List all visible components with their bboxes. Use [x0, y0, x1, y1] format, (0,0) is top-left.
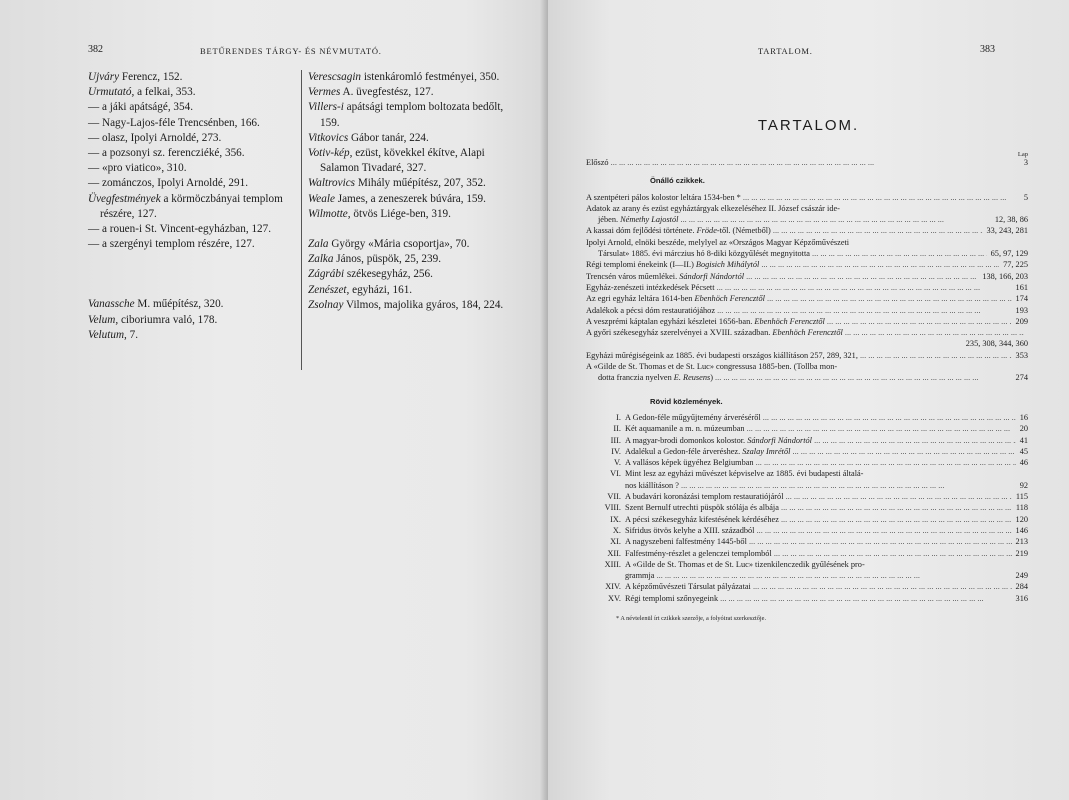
toc-entry-text: Falfestmény-részlet a gelenczei templomból — [625, 548, 772, 558]
index-entry-ref: Gábor tanár, 224. — [348, 131, 429, 144]
toc-title: TARTALOM. — [757, 117, 860, 134]
index-entry-ref: — a rouen-i St. Vincent-egyházban, 127. — [88, 223, 272, 236]
page-number-right: 383 — [980, 44, 995, 55]
index-entry-term: Zsolnay — [308, 298, 344, 311]
index-entry — [308, 85, 514, 100]
index-entry — [88, 237, 294, 252]
toc-entry-continuation-text — [586, 372, 1012, 383]
toc-entry-text: A kassai dóm fejlődési története. — [586, 226, 697, 236]
index-entry-term: Vitkovics — [308, 131, 349, 144]
toc-entry-cont-part: grammja — [625, 571, 655, 581]
toc-entry-number: VIII. — [604, 503, 621, 513]
toc-entry-title — [586, 225, 983, 236]
toc-entry-line — [586, 468, 1028, 479]
toc-entry-number: V. — [614, 458, 621, 468]
toc-entry-text-2: -től. (Németből) — [716, 226, 771, 236]
toc-entry — [586, 225, 1028, 236]
index-entry-ref: James, a zeneszerek búvára, 159. — [334, 192, 486, 205]
toc-entry-number: XIII. — [604, 559, 621, 569]
toc-entry — [586, 237, 1028, 260]
toc-entry — [586, 536, 1028, 547]
index-entry — [88, 222, 294, 237]
toc-entry-text: Egyház-zenészeti intézkedések Pécsett — [586, 282, 715, 292]
toc-entry-page: 118 — [1015, 503, 1028, 513]
toc-entry — [586, 271, 1028, 282]
toc-entry — [586, 327, 1028, 350]
index-entry-ref: János, püspök, 25, 239. — [333, 253, 442, 266]
toc-entry-title — [586, 192, 1020, 203]
index-entry-ref: A. üvegfestész, 127. — [340, 86, 434, 99]
index-entry-term: Zalka — [308, 253, 334, 266]
toc-entry-line — [586, 548, 1028, 559]
index-entry — [308, 70, 514, 85]
toc-entry-number: III. — [610, 435, 621, 445]
toc-entry-page: 16 — [1019, 412, 1028, 422]
toc-entry-page: 219 — [1015, 548, 1028, 558]
index-entry-ref: M. műépítész, 320. — [134, 298, 224, 311]
toc-entry-text: Az egri egyház leltára 1614-ben — [586, 294, 695, 304]
toc-entry-page: 138, 166, 203 — [982, 271, 1028, 281]
index-entry-ref: — a szergényi templom részére, 127. — [88, 238, 255, 251]
toc-entry-continuation — [586, 248, 1028, 259]
index-entry-ref: istenkáromló festményei, 350. — [361, 71, 500, 83]
running-head-left: BETŰRENDES TÁRGY- ÉS NÉVMUTATÓ. — [200, 46, 382, 56]
toc-entry — [586, 581, 1028, 592]
index-entry-term: Üvegfestmények — [88, 192, 161, 205]
toc-entry-text: A szentpéteri pálos kolostor leltára 1534-ben * — [586, 192, 741, 202]
right-page — [548, 0, 1069, 800]
index-entry-ref: a körmöczbányai templom részére, 127. — [100, 192, 283, 220]
toc-entry — [586, 316, 1028, 327]
toc-preface-page: 3 — [1023, 158, 1028, 167]
toc-entry — [586, 559, 1028, 582]
toc-entry-number: VI. — [610, 469, 621, 479]
index-entry-ref: egyházi, 161. — [349, 283, 413, 296]
toc-entry-line — [586, 514, 1028, 525]
toc-entry — [586, 259, 1028, 270]
toc-entry-line — [586, 225, 1028, 236]
toc-entry-line — [586, 237, 1028, 248]
index-entry-ref: 7. — [126, 328, 139, 341]
toc-entry-number: X. — [612, 525, 621, 535]
toc-entry-number: I. — [616, 412, 621, 422]
toc-entry — [586, 446, 1028, 457]
toc-entry-line — [586, 435, 1028, 446]
toc-entry-page: 274 — [1015, 373, 1028, 383]
toc-entry-author: Fröde — [696, 226, 717, 236]
toc-entry-author: Szalay Imrétől — [742, 446, 791, 456]
toc-entry-line — [586, 259, 1028, 270]
toc-entry-page: 92 — [1019, 480, 1028, 490]
toc-entry-page: 316 — [1015, 593, 1028, 603]
toc-entry — [586, 548, 1028, 559]
index-entry — [88, 161, 294, 176]
index-entry-term: Zágrábi — [308, 268, 345, 281]
index-entry-ref: — olasz, Ipolyi Arnoldé, 273. — [88, 131, 222, 144]
toc-entry — [586, 282, 1028, 293]
toc-entry-page: 33, 243, 281 — [986, 226, 1028, 236]
index-entry-ref: Vilmos, majolika gyáros, 184, 224. — [343, 298, 504, 311]
toc-entry — [586, 192, 1028, 203]
toc-entry-continuation-text — [586, 214, 991, 225]
toc-entry-author: Ebenhöch Ferencztől — [754, 316, 825, 326]
toc-entry — [586, 203, 1028, 226]
toc-entry — [586, 491, 1028, 502]
index-entry — [308, 192, 514, 207]
index-entry — [88, 70, 294, 85]
toc-preface-label: Előszó ... . — [586, 157, 1020, 168]
toc-entry-cont-part: Társulat» 1885. évi márczius hó 8-diki közgyűlését megnyitotta — [598, 249, 810, 259]
toc-entry-number: IX. — [610, 514, 621, 524]
toc-entry-line — [586, 192, 1028, 203]
index-entry — [88, 176, 294, 191]
index-entry-ref: — a jáki apátságé, 354. — [88, 101, 194, 114]
toc-entry-continuation — [586, 570, 1028, 581]
toc-entry — [586, 525, 1028, 536]
toc-entry-text: Ipolyi Arnold, elnöki beszéde, melylyel az «Országos Magyar Képzőművészeti — [586, 237, 850, 247]
toc-entry-line — [586, 491, 1028, 502]
toc-entry-author: E. Reusens — [673, 373, 711, 383]
toc-entry — [586, 412, 1028, 423]
index-entry-term: Votiv-kép, — [308, 147, 353, 160]
toc-entry-number: XIV. — [605, 582, 621, 592]
toc-entry-text: Sifridus ötvös kelyhe a XIII. századból — [625, 525, 755, 535]
toc-entry-title — [586, 316, 1012, 327]
toc-entry-line — [586, 316, 1028, 327]
index-column-1 — [88, 70, 294, 343]
index-entry — [88, 192, 294, 222]
index-entry-ref: apátsági templom boltozata bedőlt, 159. — [320, 101, 504, 129]
toc-entry-continuation-text — [586, 248, 987, 259]
toc-entry-page: 161 — [1015, 282, 1028, 292]
index-entry-ref: a felkai, 353. — [134, 86, 196, 99]
toc-entry-title — [586, 491, 1012, 502]
toc-entry-text: Trencsén város műemlékei. — [586, 271, 680, 281]
toc-entry-title — [586, 536, 1012, 547]
toc-entry-title — [586, 350, 1012, 361]
index-entry-ref: ciboriumra való, 178. — [118, 313, 218, 326]
page-number-left: 382 — [88, 44, 103, 55]
index-entry — [88, 116, 294, 131]
toc-entry-title — [586, 446, 1016, 457]
toc-entry-author: Ebenhöch Ferencztől — [694, 294, 765, 304]
index-entry-term: Weale — [308, 192, 335, 205]
toc-entry-text: Mint lesz az egyházi művészet képviselve az 1885. évi budapesti általá- — [625, 469, 864, 479]
toc-entry-text: A magyar-brodi domonkos kolostor. — [625, 435, 748, 445]
index-entry — [88, 328, 294, 343]
toc-entry-author: Sándorfi Nándortól — [679, 271, 745, 281]
toc-entry-title — [586, 423, 1016, 434]
index-entry-ref: Mihály műépítész, 207, 352. — [355, 177, 486, 190]
toc-entry-text: A Gedon-féle műgyűjtemény árveréséről — [625, 412, 761, 422]
toc-entry — [586, 514, 1028, 525]
toc-entry-line — [586, 581, 1028, 592]
index-entry — [308, 176, 514, 191]
toc-entry-line — [586, 305, 1028, 316]
column-divider — [301, 70, 302, 370]
index-entry-ref: — a pozsonyi sz. ferencziéké, 356. — [88, 147, 245, 160]
toc-entry-page: 20 — [1019, 424, 1028, 434]
toc-entry-continuation — [586, 214, 1028, 225]
toc-entry-number: IV. — [611, 446, 621, 456]
toc-entry-page: 249 — [1015, 571, 1028, 581]
toc-entry-continuation — [586, 480, 1028, 491]
index-entry — [308, 298, 514, 313]
toc-entry-line — [586, 293, 1028, 304]
index-entry — [308, 252, 514, 267]
index-entry-term: Velutum, — [88, 328, 127, 341]
toc-entry-text: Adalékok a pécsi dóm restauratiójához — [586, 305, 716, 315]
toc-entry-number: XII. — [607, 548, 621, 558]
toc-entry-line — [586, 350, 1028, 361]
toc-entry-number: XV. — [608, 593, 621, 603]
toc-entry-text: A győri székesegyház szerelvényei a XVIII. században. — [586, 328, 773, 338]
toc-entry-title — [586, 259, 999, 270]
toc-entry-title — [586, 412, 1016, 423]
footnote: * A névtelenül írt czikkek szerzője, a folyóirat szerkesztője. — [616, 614, 767, 622]
index-entry-ref: — Nagy-Lajos-féle Trencsénben, 166. — [88, 116, 260, 129]
toc-entry-continuation-text — [586, 570, 1012, 581]
toc-entry-text: A «Gilde de St. Thomas et de St. Luc» tizenkilenczedik gyűlésének pro- — [625, 559, 865, 569]
toc-entry-page: 120 — [1015, 514, 1028, 524]
index-entry — [88, 297, 294, 312]
toc-entry-page: 5 — [1023, 192, 1028, 202]
toc-entry-continuation — [586, 372, 1028, 383]
index-entry-term: Urmutató, — [88, 86, 135, 99]
toc-entry-title — [586, 593, 1012, 604]
toc-entry-line — [586, 457, 1028, 468]
index-entry — [88, 313, 294, 328]
toc-entry-number: XI. — [610, 537, 621, 547]
toc-entry-title — [586, 581, 1012, 592]
index-gap — [88, 252, 294, 297]
toc-entry-text: Egyházi műrégiségeink az 1885. évi budapesti országos kiállításon 257, 289, 321, — [586, 350, 858, 360]
articles-list — [586, 192, 1028, 384]
index-entry — [88, 85, 294, 100]
toc-entry-text: A nagyszebeni falfestmény 1445-ből — [625, 537, 747, 547]
toc-entry-page: 209 — [1015, 316, 1028, 326]
toc-entry-text: A «Gilde de St. Thomas et de St. Luc» congressusa 1885-ben. (Tollba mon- — [586, 362, 838, 372]
index-entry-term: Ujváry — [88, 71, 120, 83]
index-entry — [88, 100, 294, 115]
section-heading-articles: Önálló czikkek. — [650, 176, 705, 186]
toc-entry-author: Sándorfi Nándortól — [747, 435, 812, 445]
index-entry-ref: ötvös Liége-ben, 319. — [350, 207, 451, 220]
toc-entry-page: 353 — [1015, 350, 1028, 360]
table-of-contents — [586, 149, 1028, 624]
toc-entry-line — [586, 203, 1028, 214]
index-entry — [308, 146, 514, 176]
toc-entry-page: 213 — [1015, 537, 1028, 547]
toc-entry-page: 115 — [1015, 492, 1028, 502]
toc-entry-line — [586, 271, 1028, 282]
index-entry-ref: székesegyház, 256. — [344, 268, 433, 281]
index-entry — [308, 267, 514, 282]
index-entry — [308, 283, 514, 298]
toc-entry-line — [586, 525, 1028, 536]
toc-entry-number: II. — [613, 424, 621, 434]
toc-entry-author: Némethy Lajostól — [620, 215, 679, 225]
toc-entry-line — [586, 327, 1028, 338]
toc-entry-page: 146 — [1015, 525, 1028, 535]
section-heading-short-notes: Rövid közlemények. — [650, 396, 723, 406]
index-entry-term: Wilmotte, — [308, 207, 351, 220]
toc-entry-title — [586, 457, 1016, 468]
toc-entry — [586, 423, 1028, 434]
toc-entry-page: 77, 225 — [1003, 260, 1028, 270]
toc-entry-page: 12, 38, 86 — [994, 215, 1028, 225]
toc-entry-line — [586, 559, 1028, 570]
toc-entry-page: 284 — [1015, 582, 1028, 592]
toc-entry-title — [586, 305, 1012, 316]
index-entry-ref: — «pro viatico», 310. — [88, 162, 187, 175]
index-entry-term: Waltrovics — [308, 177, 356, 190]
toc-entry-page: 174 — [1015, 294, 1028, 304]
toc-entry-line — [586, 282, 1028, 293]
toc-entry-continuation-text — [586, 480, 1016, 491]
toc-entry-text: A pécsi székesegyház kifestésének kérdéséhez — [625, 514, 779, 524]
index-entry-term: Vermes — [308, 86, 341, 99]
toc-entry — [586, 361, 1028, 384]
index-entry-term: Zala — [308, 238, 329, 251]
toc-entry-page: 193 — [1015, 305, 1028, 315]
index-entry-ref: György «Mária csoportja», 70. — [328, 238, 470, 251]
toc-entry-title — [586, 282, 1012, 293]
toc-entry — [586, 350, 1028, 361]
toc-entry-cont-part-2: ) — [710, 373, 713, 383]
toc-entry-text: Adatok az arany és ezüst egyháztárgyak elkezeléséhez II. József császár ide- — [586, 203, 840, 213]
toc-entry-title — [586, 327, 1024, 338]
toc-entry-page: 41 — [1019, 435, 1028, 445]
toc-entry-line — [586, 412, 1028, 423]
index-entry — [88, 146, 294, 161]
toc-entry-title — [586, 435, 1016, 446]
toc-entry-text: Szent Bernulf utrechti püspök stólája és albája — [625, 503, 779, 513]
toc-entry-line — [586, 446, 1028, 457]
toc-entry-text: Két aquamanile a m. n. múzeumban — [625, 424, 745, 434]
toc-entry-page: 65, 97, 129 — [990, 249, 1028, 259]
toc-entry-page: 46 — [1019, 458, 1028, 468]
toc-entry-line — [586, 502, 1028, 513]
toc-entry — [586, 593, 1028, 604]
index-entry-term: Vanassche — [88, 298, 135, 311]
index-gap — [308, 222, 514, 237]
index-entry-term: Velum, — [88, 313, 119, 326]
index-entry — [308, 131, 514, 146]
toc-entry-page-extra: 235, 308, 344, 360 — [965, 339, 1028, 349]
toc-entry — [586, 502, 1028, 513]
toc-entry-title — [586, 502, 1012, 513]
index-entry-ref: — zománczos, Ipolyi Arnoldé, 291. — [88, 177, 249, 190]
toc-entry-title — [586, 548, 1012, 559]
toc-entry-title — [586, 293, 1012, 304]
index-entry-term: Villers-i — [308, 101, 344, 114]
toc-entry — [586, 457, 1028, 468]
toc-entry-page: 45 — [1019, 446, 1028, 456]
toc-entry-cont-part: nos kiállításon ? — [625, 480, 679, 490]
toc-entry-title — [586, 525, 1012, 536]
short-notes-list — [586, 412, 1028, 604]
index-column-2 — [308, 70, 514, 313]
index-entry-term: Zenészet, — [308, 283, 350, 296]
toc-entry — [586, 435, 1028, 446]
toc-entry-number: VII. — [607, 492, 621, 502]
index-entry — [308, 207, 514, 222]
running-head-right: TARTALOM. — [758, 46, 813, 56]
toc-entry — [586, 468, 1028, 491]
toc-entry-cont-part: jében. — [598, 215, 621, 225]
toc-entry — [586, 293, 1028, 304]
toc-entry-title — [586, 514, 1012, 525]
toc-entry-text: Régi templomi énekeink (I—II.) — [586, 260, 696, 270]
index-entry — [308, 100, 514, 130]
toc-entry-text: A vallásos képek ügyéhez Belgiumban — [625, 458, 754, 468]
toc-entry-text: A budavári koronázási templom restauratiójáról — [625, 492, 784, 502]
toc-entry-line — [586, 536, 1028, 547]
toc-entry-text: A veszprémi káptalan egyházi készletei 1656-ban. — [586, 316, 755, 326]
toc-entry-line — [586, 361, 1028, 372]
toc-entry-text: Régi templomi szőnyegeink — [625, 593, 719, 603]
index-entry — [88, 131, 294, 146]
index-entry — [308, 237, 514, 252]
toc-preface — [586, 157, 1028, 168]
toc-entry-author: Ebenhöch Ferencztől — [772, 328, 843, 338]
index-entry-term: Verescsagin — [308, 71, 362, 83]
toc-entry-line — [586, 593, 1028, 604]
toc-entry-text: Adalékul a Gedon-féle árveréshez. — [625, 446, 743, 456]
toc-entry-text: A képzőművészeti Társulat pályázatai — [625, 582, 751, 592]
toc-entry-title — [586, 271, 978, 282]
lap-label: Lap — [1017, 151, 1028, 158]
toc-entry-cont-part: dotta franczia nyelven — [598, 373, 674, 383]
toc-entry — [586, 305, 1028, 316]
index-entry-ref: ezüst, kövekkel ékítve, Alapi Salamon Tivadaré, 327. — [320, 147, 485, 175]
toc-entry-author: Bogisich Mihálytól — [695, 260, 760, 270]
toc-entry-line — [586, 423, 1028, 434]
index-entry-ref: Ferencz, 152. — [119, 71, 183, 83]
